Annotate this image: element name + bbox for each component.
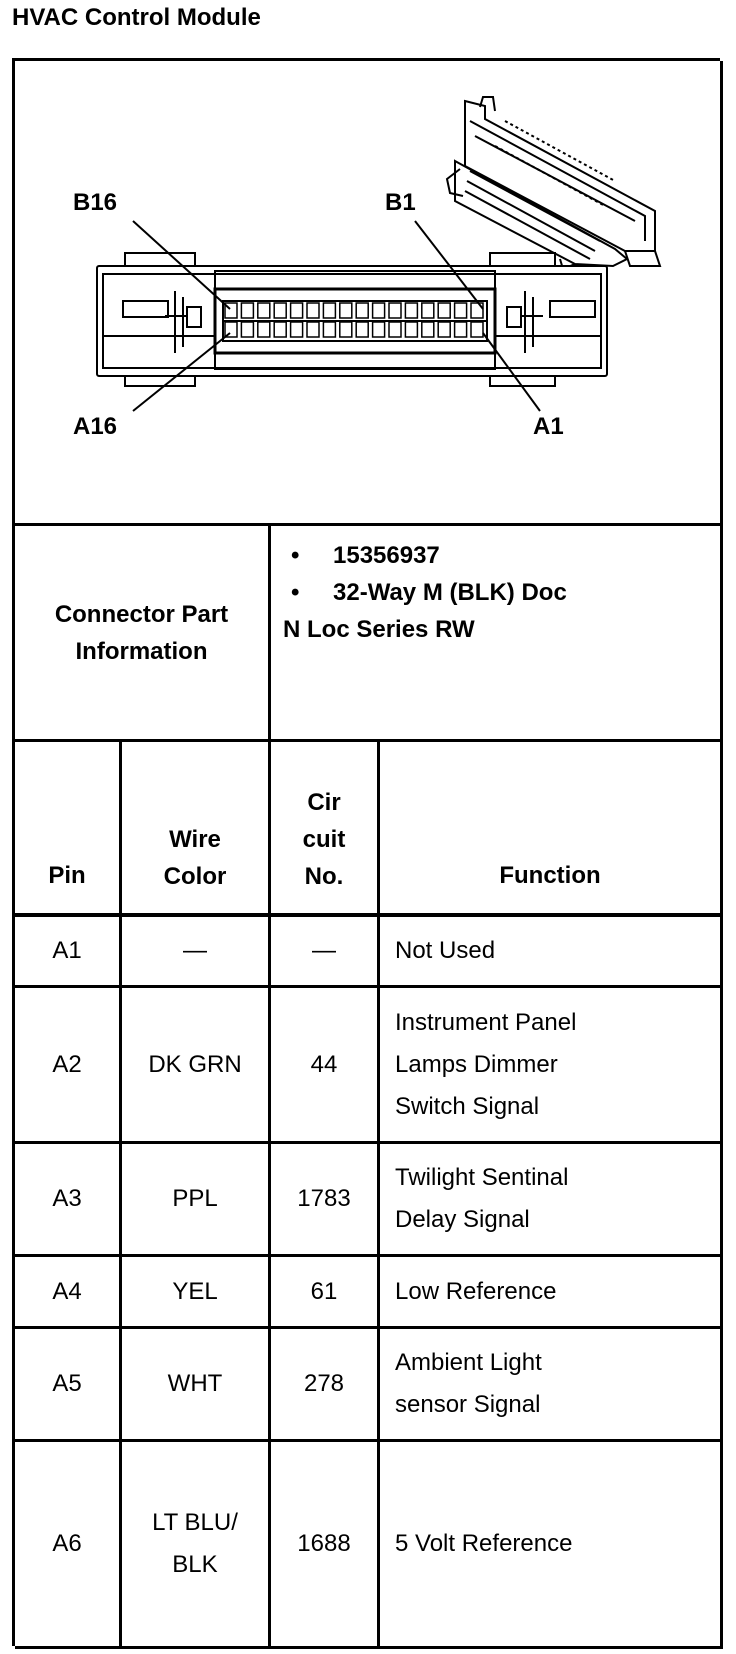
- cell-function-text: Instrument Panel: [395, 1008, 577, 1036]
- cell-circuit-text: 278: [303, 1370, 345, 1397]
- pin-label-b1: B1: [385, 189, 416, 216]
- header-circuit-line1: Cir: [307, 789, 341, 816]
- cell-circuit-text: 61: [310, 1277, 338, 1305]
- cell-function-text: Twilight Sentinal: [395, 1164, 569, 1191]
- part-number: 15356937: [333, 542, 440, 569]
- cell-pin-text: A3: [52, 1185, 82, 1212]
- cell-function: [380, 916, 720, 985]
- cell-circuit: [271, 1257, 377, 1326]
- cell-pin-text: A5: [52, 1370, 82, 1397]
- cell-function-text: Delay Signal: [395, 1206, 530, 1233]
- connector-sheet: [12, 58, 720, 1646]
- pin-label-a16: A16: [73, 413, 118, 440]
- header-circuit: [271, 784, 377, 895]
- cell-function: [380, 1442, 720, 1646]
- cell-wire-color-text: BLK: [172, 1551, 218, 1578]
- cell-pin: [15, 988, 119, 1141]
- header-pin: Pin: [48, 862, 86, 889]
- header-circuit-line3: No.: [304, 863, 344, 890]
- cell-wire-color-text: LT BLU/: [152, 1509, 238, 1536]
- cell-pin: [15, 1442, 119, 1646]
- cell-function-text: Ambient Light: [395, 1349, 542, 1376]
- divider: [720, 61, 723, 1649]
- cell-wire-color-text: YEL: [172, 1277, 218, 1305]
- cell-wire-color: [122, 1144, 268, 1254]
- cell-circuit: [271, 988, 377, 1141]
- cell-wire-color-text: WHT: [167, 1370, 223, 1397]
- cell-pin-text: A4: [52, 1277, 82, 1305]
- cell-wire-color-text: DK GRN: [148, 1050, 242, 1078]
- cell-pin-text: A1: [52, 936, 82, 964]
- connector-info-label: [15, 526, 268, 739]
- bullet-icon: •: [291, 579, 300, 606]
- cell-pin-text: A6: [52, 1530, 82, 1557]
- cell-circuit-text: 1688: [297, 1530, 351, 1557]
- connector-description-line1: 32-Way M (BLK) Doc: [333, 579, 567, 606]
- cell-function-text: Lamps Dimmer: [395, 1050, 558, 1078]
- header-function: Function: [499, 862, 601, 889]
- cell-function: [380, 1329, 720, 1439]
- cell-circuit-text: 1783: [297, 1185, 351, 1212]
- cell-wire-color: [122, 1257, 268, 1326]
- cell-function: [380, 988, 720, 1141]
- cell-circuit-text: 44: [310, 1050, 338, 1078]
- cell-wire-color-text: —: [183, 936, 207, 964]
- cell-wire-color: [122, 1329, 268, 1439]
- cell-pin: [15, 916, 119, 985]
- cell-circuit-text: —: [312, 936, 336, 964]
- cell-wire-color: [122, 1442, 268, 1646]
- header-circuit-line2: cuit: [302, 826, 346, 853]
- cell-function-text: sensor Signal: [395, 1391, 541, 1418]
- pin-label-a1: A1: [533, 413, 564, 440]
- connector-description-line2: N Loc Series RW: [283, 616, 475, 643]
- connector-face: [97, 253, 607, 386]
- connector-drawing: [15, 61, 723, 566]
- cell-function-text: Switch Signal: [395, 1092, 540, 1120]
- connector-info-label-line1: Connector Part: [54, 600, 229, 628]
- cell-wire-color: [122, 988, 268, 1141]
- page-title: HVAC Control Module: [12, 4, 261, 31]
- cell-function: [380, 1144, 720, 1254]
- cell-wire-color: [122, 916, 268, 985]
- cell-pin: [15, 1329, 119, 1439]
- connector-info-values: [283, 537, 567, 648]
- connector-diagram: [15, 61, 723, 566]
- header-wire-color: [122, 821, 268, 895]
- cell-circuit: [271, 1329, 377, 1439]
- connector-info-label-line2: Information: [75, 637, 208, 665]
- cell-function-text: Low Reference: [395, 1277, 557, 1305]
- cell-circuit: [271, 1442, 377, 1646]
- connector-isometric-illustration: [447, 97, 660, 269]
- header-wire-color-line2: Color: [163, 863, 227, 890]
- header-wire-color-line1: Wire: [169, 826, 221, 853]
- cell-wire-color-text: PPL: [172, 1185, 218, 1212]
- cell-circuit: [271, 916, 377, 985]
- divider: [15, 1646, 723, 1649]
- cell-pin: [15, 1144, 119, 1254]
- cell-circuit: [271, 1144, 377, 1254]
- cell-function-text: Not Used: [395, 936, 496, 964]
- bullet-icon: •: [291, 542, 300, 569]
- pin-label-b16: B16: [73, 189, 118, 216]
- cell-pin-text: A2: [52, 1050, 82, 1078]
- cell-function: [380, 1257, 720, 1326]
- cell-function-text: 5 Volt Reference: [395, 1530, 573, 1557]
- cell-pin: [15, 1257, 119, 1326]
